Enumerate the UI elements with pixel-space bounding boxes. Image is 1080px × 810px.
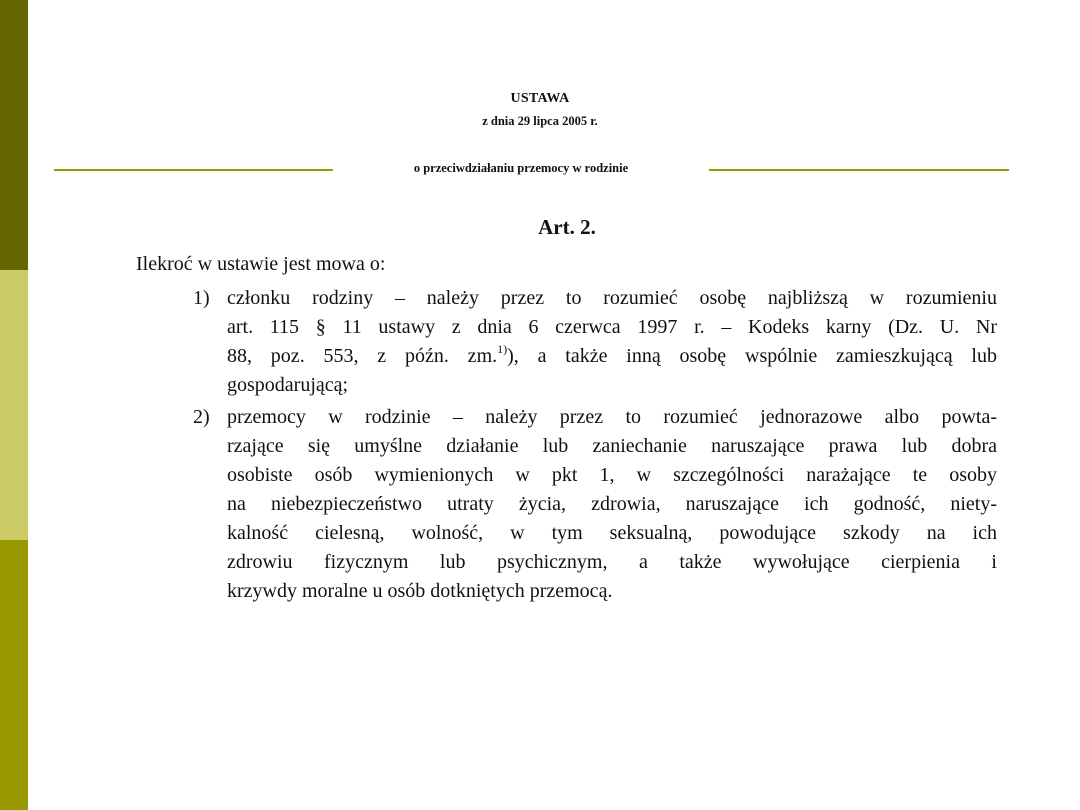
item-1-line xyxy=(227,342,997,371)
item-2-line: osobiste osób wymienionych w pkt 1, w szczególności narażające te osoby xyxy=(227,464,997,486)
item-2-line: krzywdy moralne u osób dotkniętych przemocą. xyxy=(227,580,613,602)
item-2-number: 2) xyxy=(193,406,210,428)
divider-right xyxy=(709,169,1009,171)
item-2-line: na niebezpieczeństwo utraty życia, zdrowia, naruszające ich godność, niety- xyxy=(227,493,997,515)
item-2-line: rzające się umyślne działanie lub zaniechanie naruszające prawa lub dobra xyxy=(227,435,997,457)
article-intro: Ilekroć w ustawie jest mowa o: xyxy=(136,253,386,275)
item-1-line-part: 88, poz. 553, z późn. zm. xyxy=(227,345,498,367)
article-heading: Art. 2. xyxy=(538,215,596,239)
item-1-line: członku rodziny – należy przez to rozumieć osobę najbliższą w rozumieniu xyxy=(227,287,997,309)
act-type-title: USTAWA xyxy=(510,91,570,106)
item-1-text xyxy=(227,284,997,400)
item-2-line: przemocy w rodzinie – należy przez to rozumieć jednorazowe albo powta- xyxy=(227,406,997,428)
footnote-reference: 1) xyxy=(497,342,508,356)
item-2-text xyxy=(227,403,997,606)
item-1-line-part: ), a także inną osobę wspólnie zamieszkującą lub xyxy=(507,345,997,367)
item-2-line: kalność cielesną, wolność, w tym seksualną, powodujące szkody na ich xyxy=(227,522,997,544)
item-1-line: art. 115 § 11 ustawy z dnia 6 czerwca 1997 r. – Kodeks karny (Dz. U. Nr xyxy=(227,316,997,338)
item-2-line: zdrowiu fizycznym lub psychicznym, a także wywołujące cierpienia i xyxy=(227,551,997,573)
item-1-line: gospodarującą; xyxy=(227,374,349,396)
side-bar-light-segment xyxy=(0,270,28,540)
divider-left xyxy=(54,169,333,171)
act-subject: o przeciwdziałaniu przemocy w rodzinie xyxy=(413,161,629,175)
item-1-number: 1) xyxy=(193,287,210,309)
side-bar-mid-segment xyxy=(0,540,28,810)
act-date: z dnia 29 lipca 2005 r. xyxy=(482,114,598,128)
